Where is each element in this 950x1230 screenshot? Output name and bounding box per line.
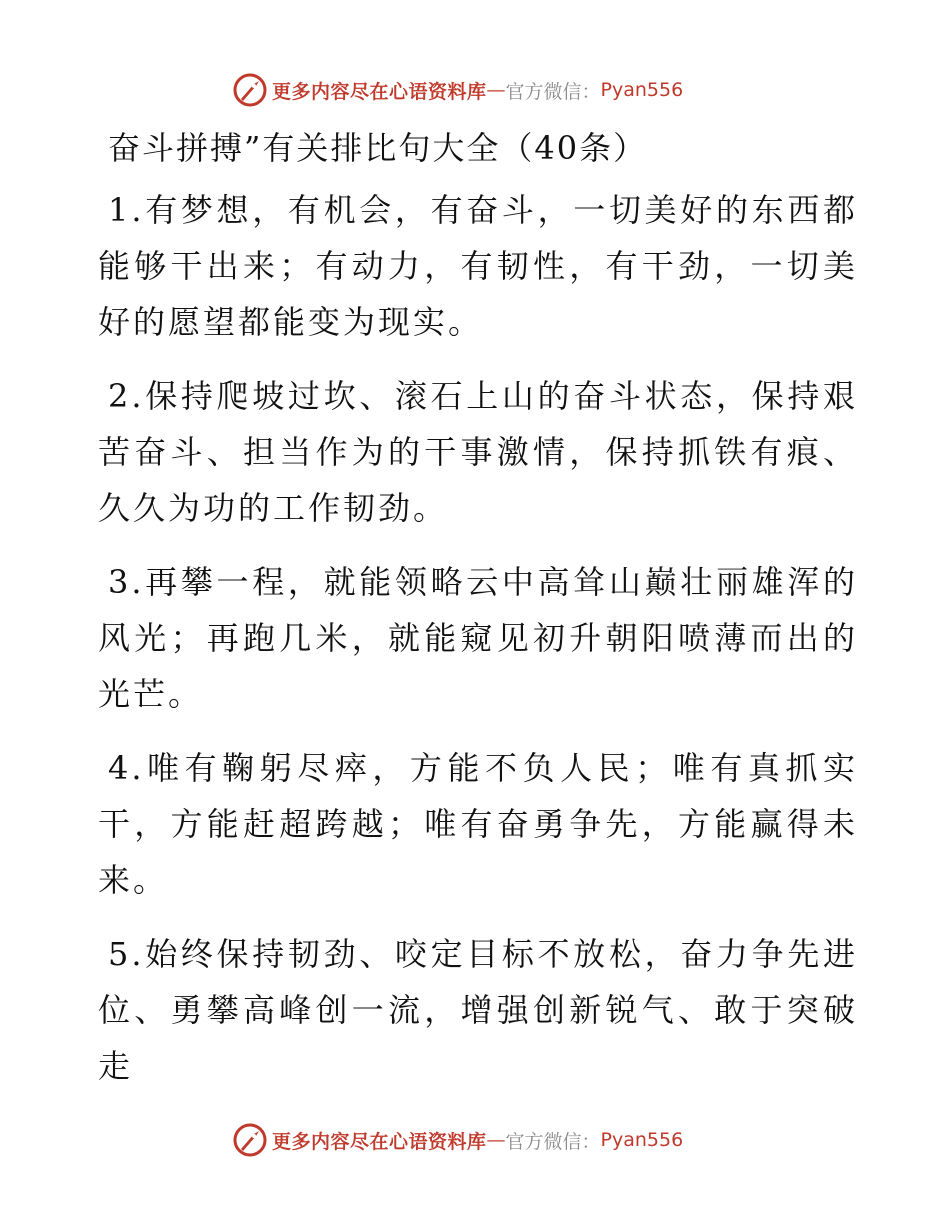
document-title: 奋斗拼搏”有关排比句大全（40条） (108, 129, 648, 167)
list-item: 3.再攀一程，就能领略云中高耸山巅壮丽雄浑的风光；再跑几米，就能窥见初升朝阳喷薄而出的光芒。 (98, 563, 858, 713)
list-item: 1.有梦想，有机会，有奋斗，一切美好的东西都能够干出来；有动力，有韧性，有干劲，一切美好的愿望都能变为现实。 (98, 191, 858, 341)
pen-nib-logo-icon (232, 72, 268, 108)
list-item: 5.始终保持韧劲、咬定目标不放松，奋力争先进位、勇攀高峰创一流，增强创新锐气、敢于突破走 (98, 935, 858, 1085)
header-banner[interactable] (232, 70, 752, 110)
pen-nib-logo-icon (232, 1122, 268, 1158)
banner-red-text: 更多内容尽在心语资料库 (272, 80, 487, 103)
banner-dash: — (486, 79, 506, 101)
banner-wechat-id: Pyan556 (600, 79, 684, 101)
footer-banner[interactable] (232, 1120, 752, 1160)
document-body (98, 122, 858, 1112)
list-item: 4.唯有鞠躬尽瘁，方能不负人民；唯有真抓实干，方能赶超跨越；唯有奋勇争先，方能赢得未来。 (98, 749, 858, 899)
banner-dash: — (486, 1129, 506, 1151)
list-item: 2.保持爬坡过坎、滚石上山的奋斗状态，保持艰苦奋斗、担当作为的干事激情，保持抓铁有痕、久久为功的工作韧劲。 (98, 377, 858, 527)
banner-wechat-id: Pyan556 (600, 1129, 684, 1151)
banner-wechat-label: 官方微信： (505, 80, 601, 103)
banner-red-text: 更多内容尽在心语资料库 (272, 1130, 487, 1153)
banner-wechat-label: 官方微信： (505, 1130, 601, 1153)
